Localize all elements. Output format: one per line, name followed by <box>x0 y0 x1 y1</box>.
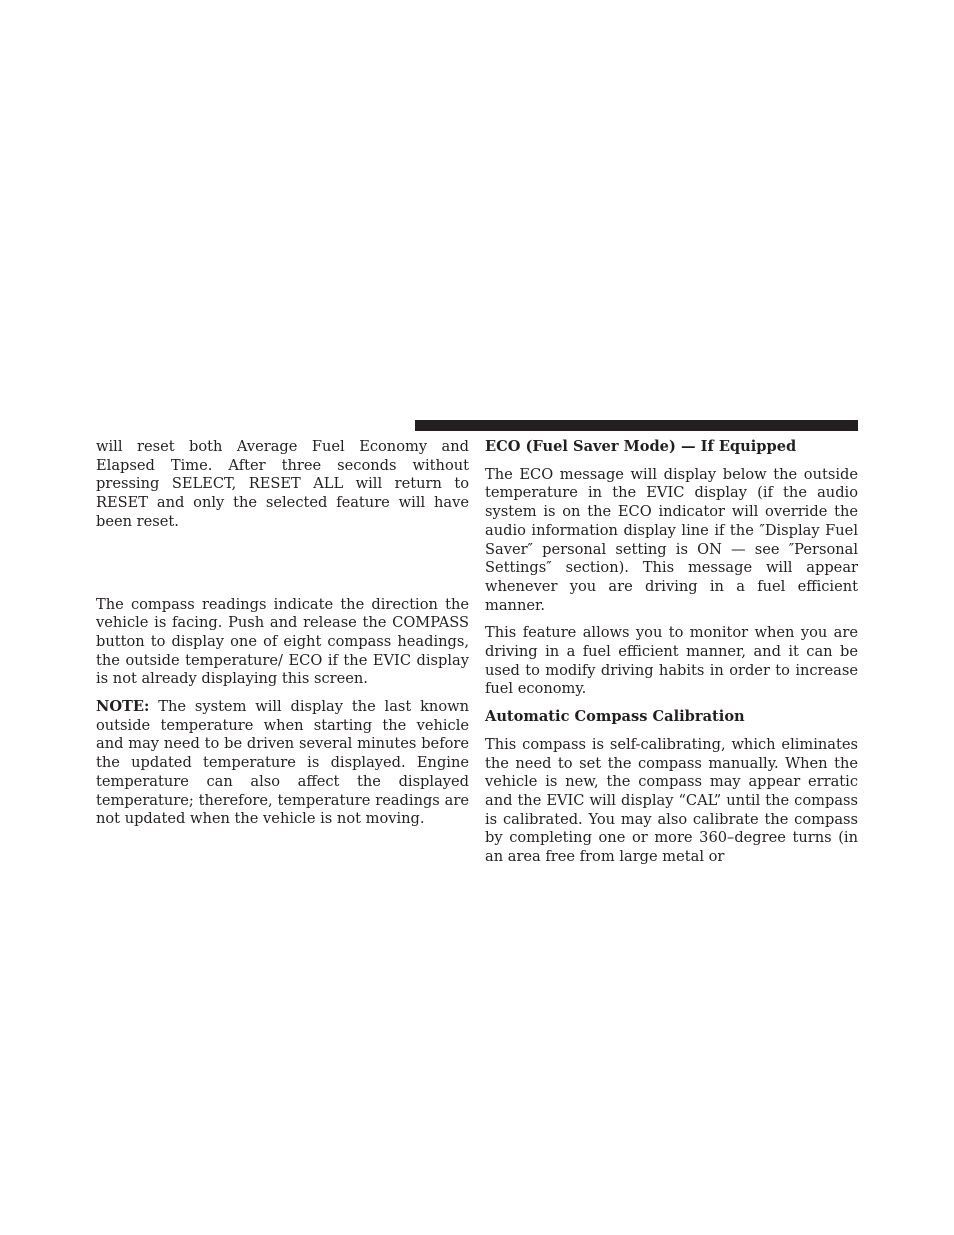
left-column <box>96 438 469 829</box>
paragraph-eco-message: The ECO message will display below the outside temperature in the EVIC display (if the audio system is on the ECO indicator will override the audio information display line if the ″Display Fuel Saver″ personal setting is ON — see ″Personal Settings″ section). This message will appear whenever you are driving in a fuel efficient manner. <box>485 465 858 614</box>
section-gap <box>96 541 469 596</box>
note-label: NOTE: <box>96 698 150 716</box>
heading-eco: ECO (Fuel Saver Mode) — If Equipped <box>485 438 797 455</box>
right-column <box>485 438 858 867</box>
note-text: The system will display the last known outside temperature when starting the vehicle and may need to be driven several minutes before the updated temperature is displayed. Engine temperature can also affect the displayed temperature; therefore, temperature readings are not updated when the vehicle is not moving. <box>96 698 469 828</box>
heading-compass-calibration: Automatic Compass Calibration <box>485 708 745 726</box>
paragraph-reset-continuation: will reset both Average Fuel Economy and Elapsed Time. After three seconds without pressing SELECT, RESET ALL will return to RESET and only the selected feature will have been reset. <box>96 438 469 530</box>
paragraph-compass-calibration: This compass is self-calibrating, which eliminates the need to set the compass manually. When the vehicle is new, the compass may appear erratic and the EVIC will display “CAL” until the compass is calibrated. You may also calibrate the compass by completing one or more 360–degree turns (in an area free from large metal or <box>485 735 858 866</box>
paragraph-eco-feature: This feature allows you to monitor when you are driving in a fuel efficient manner, and it can be used to modify driving habits in order to increase fuel economy. <box>485 624 858 698</box>
header-rule-bar <box>415 420 858 431</box>
paragraph-note <box>96 698 469 829</box>
paragraph-compass-readings: The compass readings indicate the direction the vehicle is facing. Push and release the COMPASS button to display one of eight compass headings, the outside temperature/ ECO if the EVIC display is not already displaying this screen. <box>96 595 469 688</box>
